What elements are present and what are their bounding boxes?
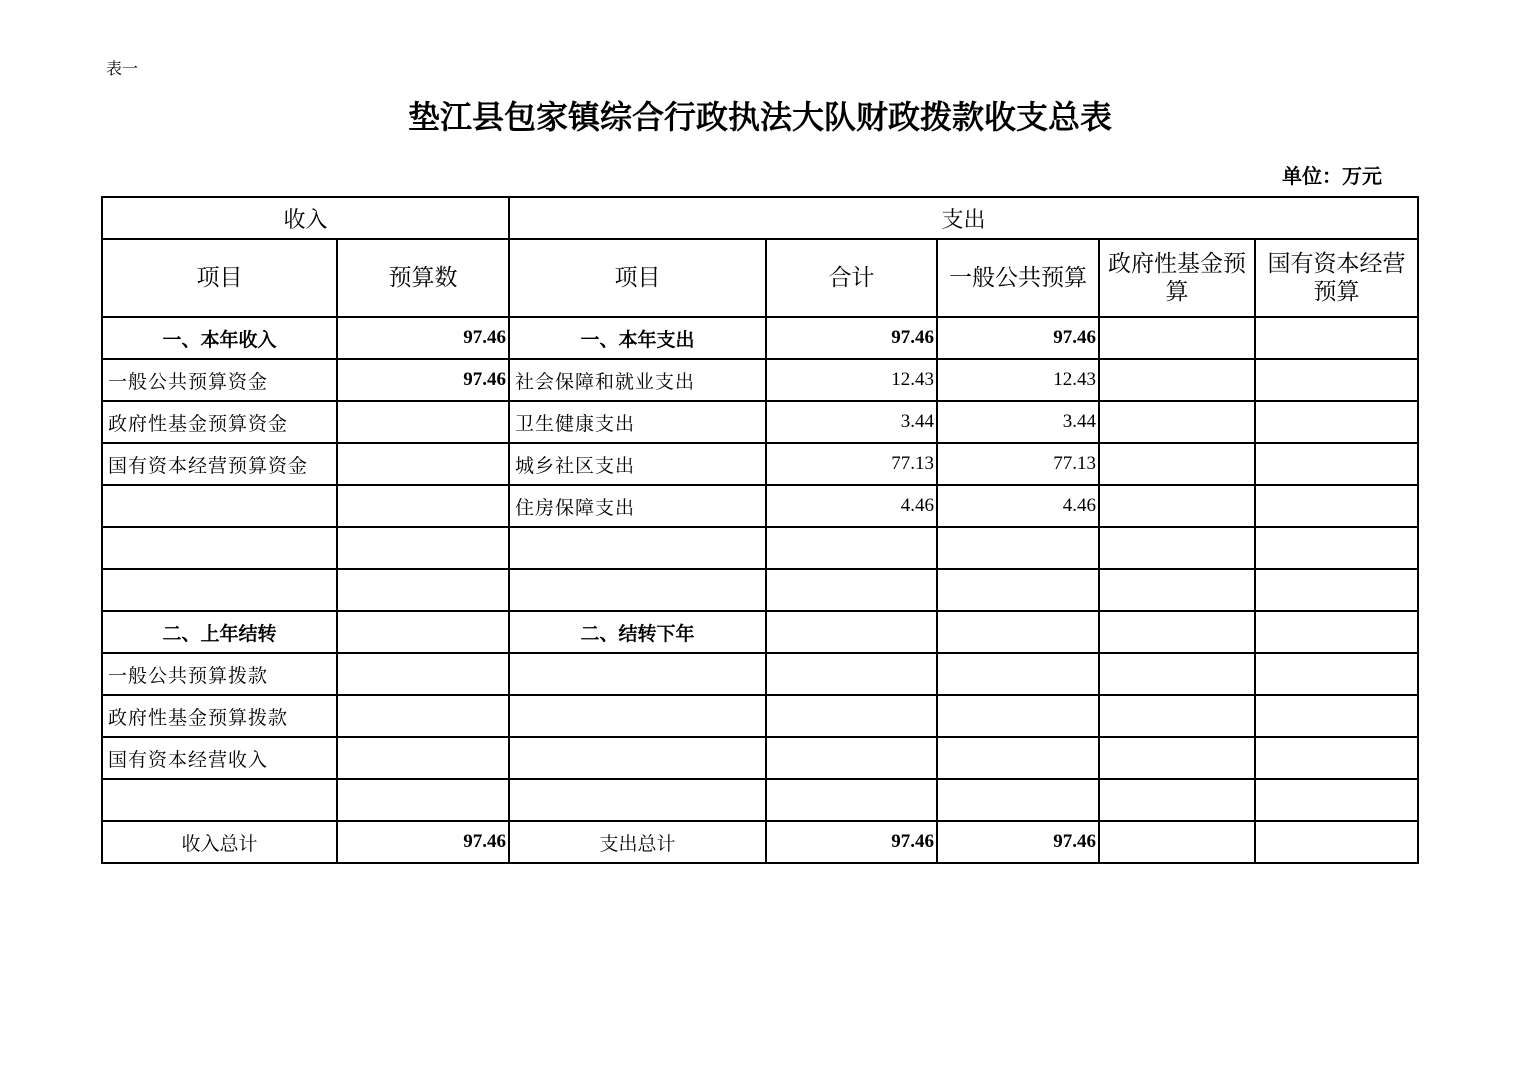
income-item-cell: 政府性基金预算拨款: [102, 695, 337, 737]
total-header: 合计: [766, 239, 937, 317]
table-row: [102, 401, 1418, 443]
general-public-cell: [937, 527, 1099, 569]
expense-item-cell: [509, 695, 766, 737]
state-capital-cell: [1255, 695, 1418, 737]
total-cell: [766, 737, 937, 779]
income-item-cell: 国有资本经营收入: [102, 737, 337, 779]
expense-item-cell: [509, 569, 766, 611]
income-value-cell: [337, 779, 509, 821]
gov-fund-cell: [1099, 695, 1255, 737]
general-public-cell: 4.46: [937, 485, 1099, 527]
income-value-cell: [337, 527, 509, 569]
general-public-cell: 77.13: [937, 443, 1099, 485]
gov-fund-cell: [1099, 569, 1255, 611]
gov-fund-header: 政府性基金预算: [1099, 239, 1255, 317]
state-capital-cell: [1255, 359, 1418, 401]
income-value-cell: [337, 611, 509, 653]
general-public-cell: [937, 611, 1099, 653]
table-row: [102, 443, 1418, 485]
state-capital-cell: [1255, 737, 1418, 779]
column-header-row: [102, 239, 1418, 317]
total-cell: 4.46: [766, 485, 937, 527]
form-number: 表一: [106, 59, 139, 78]
gov-fund-cell: [1099, 779, 1255, 821]
total-cell: 12.43: [766, 359, 937, 401]
state-capital-cell: [1255, 443, 1418, 485]
expense-item-cell: [509, 527, 766, 569]
state-capital-cell: [1255, 527, 1418, 569]
income-item-cell: [102, 569, 337, 611]
total-cell: [766, 695, 937, 737]
state-capital-header: 国有资本经营预算: [1255, 239, 1418, 317]
general-public-cell: [937, 695, 1099, 737]
income-value-cell: [337, 695, 509, 737]
income-value-cell: 97.46: [337, 359, 509, 401]
page-title: 垫江县包家镇综合行政执法大队财政拨款收支总表: [407, 98, 1112, 136]
income-item-cell: [102, 527, 337, 569]
general-public-cell: 97.46: [937, 821, 1099, 863]
table-row: [102, 653, 1418, 695]
expense-item-header: 项目: [509, 239, 766, 317]
expense-item-cell: [509, 779, 766, 821]
table-row: [102, 527, 1418, 569]
state-capital-cell: [1255, 611, 1418, 653]
income-budget-header: 预算数: [337, 239, 509, 317]
income-value-cell: [337, 443, 509, 485]
general-public-cell: [937, 779, 1099, 821]
state-capital-cell: [1255, 401, 1418, 443]
total-cell: [766, 569, 937, 611]
gov-fund-cell: [1099, 821, 1255, 863]
expense-section-header: 支出: [509, 197, 1418, 239]
income-value-cell: [337, 569, 509, 611]
income-item-cell: 政府性基金预算资金: [102, 401, 337, 443]
income-value-cell: [337, 737, 509, 779]
total-cell: [766, 611, 937, 653]
section-header-row: [102, 197, 1418, 239]
gov-fund-cell: [1099, 737, 1255, 779]
unit-label: 单位：万元: [1282, 164, 1382, 188]
income-item-cell: 一、本年收入: [102, 317, 337, 359]
expense-item-cell: 一、本年支出: [509, 317, 766, 359]
general-public-cell: 97.46: [937, 317, 1099, 359]
expense-item-cell: 支出总计: [509, 821, 766, 863]
table-row: [102, 695, 1418, 737]
expense-item-cell: 卫生健康支出: [509, 401, 766, 443]
income-value-cell: 97.46: [337, 821, 509, 863]
budget-table: [101, 196, 1419, 864]
income-item-cell: 一般公共预算拨款: [102, 653, 337, 695]
income-value-cell: [337, 653, 509, 695]
table-row: [102, 485, 1418, 527]
table-row: [102, 317, 1418, 359]
gov-fund-cell: [1099, 653, 1255, 695]
gov-fund-cell: [1099, 401, 1255, 443]
gov-fund-cell: [1099, 317, 1255, 359]
table-body: [102, 317, 1418, 863]
general-public-header: 一般公共预算: [937, 239, 1099, 317]
expense-item-cell: 二、结转下年: [509, 611, 766, 653]
state-capital-cell: [1255, 779, 1418, 821]
gov-fund-cell: [1099, 443, 1255, 485]
table-row: [102, 779, 1418, 821]
income-item-cell: 一般公共预算资金: [102, 359, 337, 401]
gov-fund-cell: [1099, 611, 1255, 653]
table-row: [102, 611, 1418, 653]
expense-item-cell: [509, 653, 766, 695]
total-cell: [766, 779, 937, 821]
income-value-cell: [337, 485, 509, 527]
income-value-cell: [337, 401, 509, 443]
total-cell: 3.44: [766, 401, 937, 443]
state-capital-cell: [1255, 821, 1418, 863]
state-capital-cell: [1255, 485, 1418, 527]
table-row: [102, 821, 1418, 863]
state-capital-cell: [1255, 317, 1418, 359]
table-row: [102, 359, 1418, 401]
income-item-cell: 收入总计: [102, 821, 337, 863]
income-item-cell: [102, 485, 337, 527]
general-public-cell: [937, 653, 1099, 695]
total-cell: 77.13: [766, 443, 937, 485]
table-row: [102, 569, 1418, 611]
state-capital-cell: [1255, 653, 1418, 695]
income-section-header: 收入: [102, 197, 509, 239]
total-cell: [766, 653, 937, 695]
expense-item-cell: 住房保障支出: [509, 485, 766, 527]
table-row: [102, 737, 1418, 779]
general-public-cell: [937, 737, 1099, 779]
total-cell: [766, 527, 937, 569]
total-cell: 97.46: [766, 317, 937, 359]
gov-fund-cell: [1099, 359, 1255, 401]
total-cell: 97.46: [766, 821, 937, 863]
state-capital-cell: [1255, 569, 1418, 611]
general-public-cell: [937, 569, 1099, 611]
income-value-cell: 97.46: [337, 317, 509, 359]
income-item-cell: 国有资本经营预算资金: [102, 443, 337, 485]
general-public-cell: 12.43: [937, 359, 1099, 401]
expense-item-cell: 城乡社区支出: [509, 443, 766, 485]
expense-item-cell: 社会保障和就业支出: [509, 359, 766, 401]
general-public-cell: 3.44: [937, 401, 1099, 443]
income-item-cell: 二、上年结转: [102, 611, 337, 653]
expense-item-cell: [509, 737, 766, 779]
gov-fund-cell: [1099, 527, 1255, 569]
income-item-header: 项目: [102, 239, 337, 317]
gov-fund-cell: [1099, 485, 1255, 527]
income-item-cell: [102, 779, 337, 821]
